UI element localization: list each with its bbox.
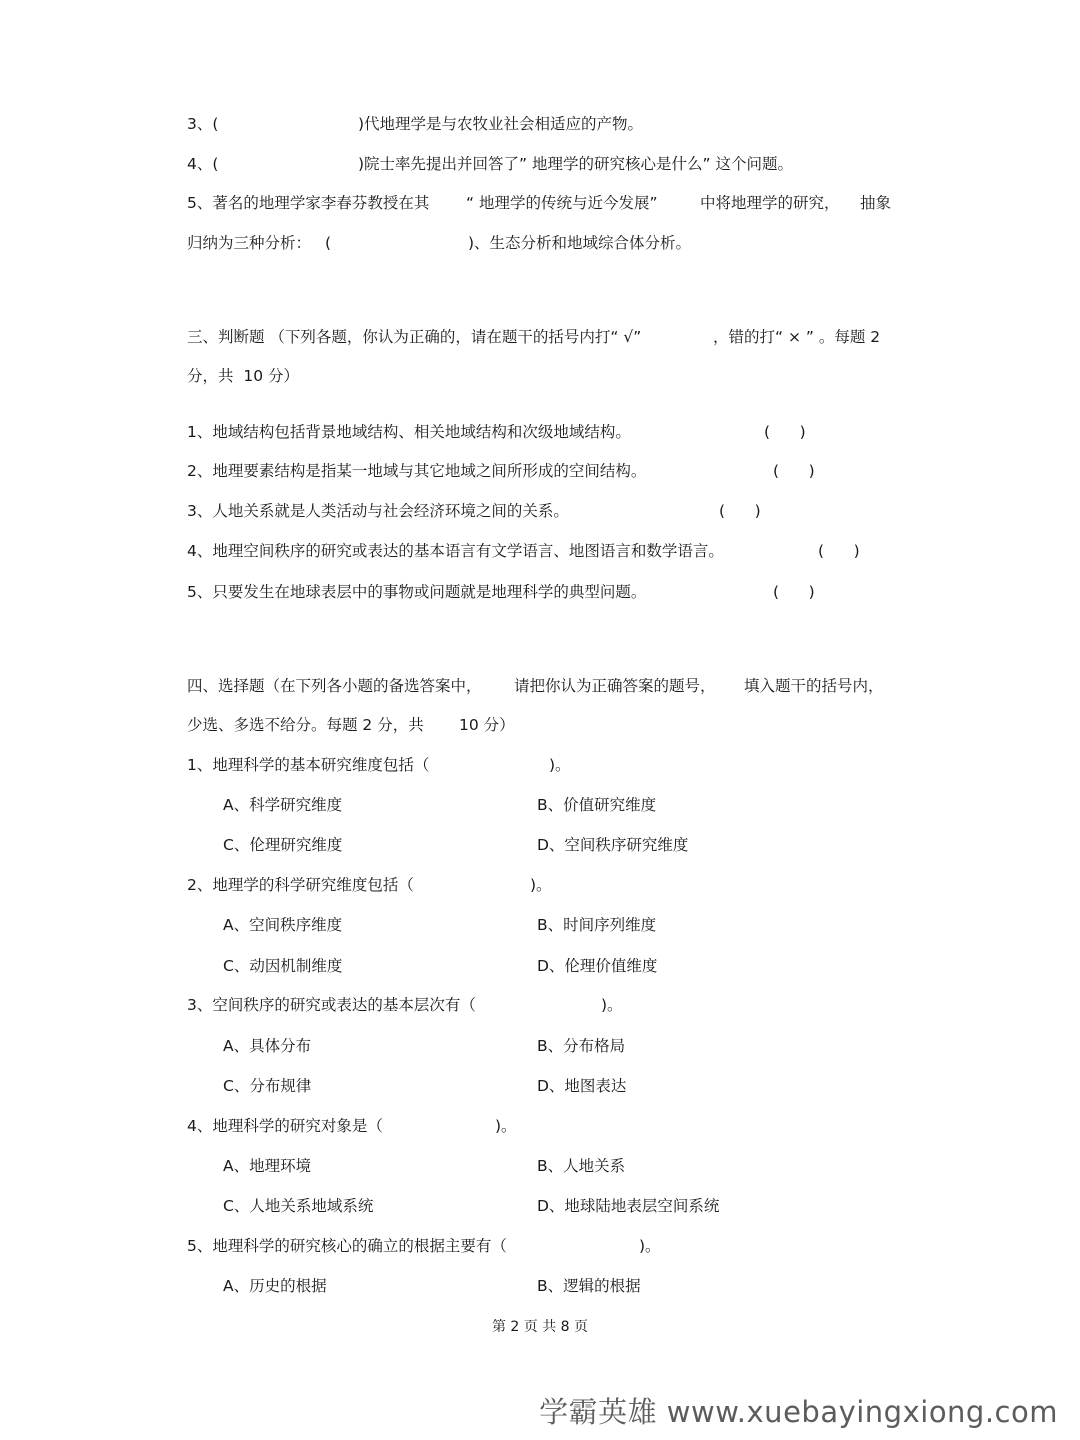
mc-q3-option-a: A、具体分布 (223, 1037, 312, 1055)
mc-q2-option-a: A、空间秩序维度 (223, 916, 343, 934)
tf-item-2-paren: ( ) (773, 462, 815, 480)
tf-item-4: 4、地理空间秩序的研究或表达的基本语言有文学语言、地图语言和数学语言。 (187, 542, 724, 560)
section3-heading-a: 三、判断题 （下列各题，你认为正确的，请在题干的括号内打“ √” (187, 328, 642, 346)
mc-q1-option-b: B、价值研究维度 (537, 796, 657, 814)
mc-q2-close: )。 (530, 876, 552, 894)
fill-q5-part-c: 中将地理学的研究， (700, 194, 840, 212)
fill-q5-blank-open: ( (325, 234, 332, 252)
fill-q5-part-b: “ 地理学的传统与近今发展” (466, 194, 658, 212)
mc-q1-option-c: C、伦理研究维度 (223, 836, 343, 854)
section4-heading-d: 少选、多选不给分。每题 2 分，共 (187, 716, 424, 734)
mc-q1-stem: 1、地理科学的基本研究维度包括（ (187, 756, 430, 774)
tf-item-2: 2、地理要素结构是指某一地域与其它地域之间所形成的空间结构。 (187, 462, 647, 480)
mc-q4-close: )。 (495, 1117, 517, 1135)
mc-q5-option-b: B、逻辑的根据 (537, 1277, 641, 1295)
mc-q3-option-b: B、分布格局 (537, 1037, 626, 1055)
tf-item-1: 1、地域结构包括背景地域结构、相关地域结构和次级地域结构。 (187, 423, 631, 441)
mc-q1-option-a: A、科学研究维度 (223, 796, 343, 814)
tf-item-1-paren: ( ) (764, 423, 806, 441)
mc-q5-option-a: A、历史的根据 (223, 1277, 327, 1295)
mc-q3-option-c: C、分布规律 (223, 1077, 312, 1095)
page-number-footer: 第 2 页 共 8 页 (491, 1319, 589, 1335)
fill-q4-open: 4、( (187, 155, 219, 173)
section4-heading-e: 10 分） (459, 716, 515, 734)
tf-item-4-paren: ( ) (818, 542, 860, 560)
section3-heading-c: 分，共 10 分） (187, 367, 300, 385)
tf-item-3: 3、人地关系就是人类活动与社会经济环境之间的关系。 (187, 502, 569, 520)
mc-q4-stem: 4、地理科学的研究对象是（ (187, 1117, 383, 1135)
mc-q5-stem: 5、地理科学的研究核心的确立的根据主要有（ (187, 1237, 507, 1255)
fill-q5-part-a: 5、著名的地理学家李春芬教授在其 (187, 194, 430, 212)
mc-q4-option-b: B、人地关系 (537, 1157, 626, 1175)
mc-q1-option-d: D、空间秩序研究维度 (537, 836, 689, 854)
tf-item-5: 5、只要发生在地球表层中的事物或问题就是地理科学的典型问题。 (187, 583, 647, 601)
fill-q3-text: )代地理学是与农牧业社会相适应的产物。 (358, 115, 644, 133)
section4-heading-c: 填入题干的括号内， (744, 677, 884, 695)
section3-heading-b: ，错的打“ × ” 。每题 2 (713, 328, 881, 346)
mc-q4-option-a: A、地理环境 (223, 1157, 312, 1175)
watermark: 学霸英雄 www.xuebayingxiong.com (539, 1395, 1058, 1429)
mc-q2-stem: 2、地理学的科学研究维度包括（ (187, 876, 414, 894)
mc-q5-close: )。 (639, 1237, 661, 1255)
fill-q5-part-g: )、生态分析和地域综合体分析。 (468, 234, 692, 252)
mc-q3-option-d: D、地图表达 (537, 1077, 627, 1095)
fill-q4-text: )院士率先提出并回答了” 地理学的研究核心是什么” 这个问题。 (358, 155, 793, 173)
mc-q2-option-b: B、时间序列维度 (537, 916, 657, 934)
tf-item-3-paren: ( ) (719, 502, 761, 520)
mc-q1-close: )。 (549, 756, 571, 774)
mc-q2-option-d: D、伦理价值维度 (537, 957, 658, 975)
mc-q3-stem: 3、空间秩序的研究或表达的基本层次有（ (187, 996, 476, 1014)
section4-heading-b: 请把你认为正确答案的题号， (514, 677, 716, 695)
fill-q5-part-e: 归纳为三种分析： (187, 234, 312, 252)
tf-item-5-paren: ( ) (773, 583, 815, 601)
fill-q3-open: 3、( (187, 115, 219, 133)
mc-q2-option-c: C、动因机制维度 (223, 957, 343, 975)
fill-q5-part-d: 抽象 (860, 194, 892, 212)
mc-q4-option-c: C、人地关系地域系统 (223, 1197, 374, 1215)
mc-q4-option-d: D、地球陆地表层空间系统 (537, 1197, 720, 1215)
section4-heading-a: 四、选择题（在下列各小题的备选答案中， (187, 677, 482, 695)
mc-q3-close: )。 (601, 996, 623, 1014)
